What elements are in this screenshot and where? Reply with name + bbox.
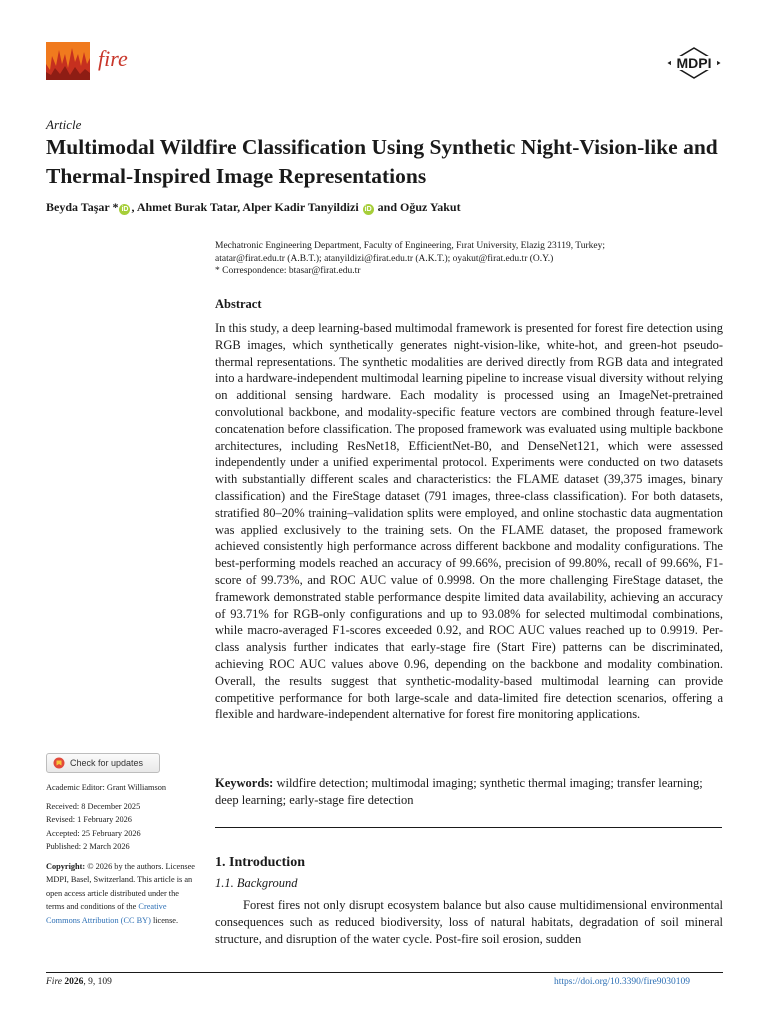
publication-dates [46, 800, 141, 854]
keywords-text: wildfire detection; multimodal imaging; synthetic thermal imaging; transfer learning; deep learning; early-stage fire detection [215, 776, 703, 807]
article-type: Article [46, 117, 82, 132]
footer-volume: , 9, 109 [83, 977, 112, 987]
academic-editor: Academic Editor: Grant Williamson [46, 783, 167, 792]
author-name[interactable]: Alper Kadir Tanyildizi [242, 200, 359, 214]
journal-name: fire [98, 46, 128, 71]
footer-divider [46, 972, 723, 973]
keywords-label: Keywords: [215, 776, 274, 790]
author-name[interactable]: Beyda Taşar [46, 200, 110, 214]
footer-citation [46, 977, 112, 987]
accepted-date: Accepted: 25 February 2026 [46, 828, 141, 838]
received-date: Received: 8 December 2025 [46, 802, 141, 811]
mdpi-logo-icon [666, 46, 722, 80]
license-link[interactable]: Creative Commons Attribution (CC BY) [46, 902, 167, 925]
copyright-notice [46, 860, 196, 927]
article-title: Multimodal Wildfire Classification Using Synthetic Night-Vision-like and Thermal-Inspired Image Representations [46, 135, 718, 188]
author-separator: and [374, 200, 401, 214]
author-separator: , [131, 200, 137, 214]
section-heading: 1. Introduction [215, 855, 305, 870]
corresponding-mark: * [109, 200, 119, 214]
copyright-text: © 2026 by the authors. Licensee MDPI, Basel, Switzerland. This article is an open access article distributed under the terms and conditions of the [46, 862, 195, 912]
author-separator: , [237, 200, 243, 214]
fire-journal-logo-icon [46, 42, 90, 80]
check-updates-icon [53, 757, 65, 769]
doi-link[interactable]: https://doi.org/10.3390/fire9030109 [554, 977, 690, 987]
affiliations [215, 240, 725, 278]
publisher-name: MDPI [676, 55, 712, 71]
published-date: Published: 2 March 2026 [46, 842, 130, 852]
affiliation-emails: atatar@firat.edu.tr (A.B.T.); atanyildizi@firat.edu.tr (A.K.T.); oyakut@firat.edu.tr (O.Y.) [215, 253, 554, 264]
copyright-label: Copyright: [46, 862, 86, 871]
check-updates-label: Check for updates [70, 758, 144, 768]
body-paragraph: Forest fires not only disrupt ecosystem balance but also cause multidimensional environmental consequences such as reduced biodiversity, loss of natural habitats, degradation of soil mineral structure, and disruption of the water cycle. Post-fire soil erosion, sudden [215, 898, 723, 946]
affiliation-line: Mechatronic Engineering Department, Faculty of Engineering, Fırat University, Elazig 23119, Turkey; [215, 241, 606, 251]
abstract-heading: Abstract [215, 297, 262, 311]
footer-journal: Fire [46, 977, 63, 987]
abstract-text: In this study, a deep learning-based multimodal framework is presented for forest fire detection using RGB images, which synthetically generates night-vision-like, white-hot, and green-hot pseudo-thermal representations. The synthetic modalities are derived directly from RGB data and integrated into a hardware-independent multimodal learning pipeline to increase visual diversity without relying on additional sensing hardware. Each modality is processed using an ImageNet-pretrained convolutional backbone, and modality-specific feature vectors are combined through feature-level concatenation before classification. The proposed framework was evaluated using multiple backbone architectures, including ResNet18, EfficientNet-B0, and DenseNet121, which were assessed independently under a unified experimental protocol. Experiments were conducted on two datasets with substantially different scales and characteristics: the FLAME dataset (39,375 images, binary classification) and the FireStage dataset (791 images, three-class classification). For both datasets, stratified 80–20% training–validation splits were employed, and online stochastic data augmentation was applied exclusively to the training sets. On the FLAME dataset, the proposed framework achieved consistently high performance across different backbone and modality configurations. The best-performing models reached an accuracy of 99.66%, precision of 99.80%, recall of 99.66%, F1-score of 99.73%, and ROC AUC value of 0.9998. On the more challenging FireStage dataset, the framework demonstrated stable performance despite limited data availability, achieving an accuracy of 93.71% for RGB-only configurations and up to 93.08% for selected multimodal combinations, while macro-averaged F1-scores exceeded 0.92, and ROC AUC values reached up to 0.9919. Per-class analysis further indicates that early-stage fire (Start Fire) patterns can be discriminated, achieving ROC AUC values above 0.96, depending on the backbone and modality combination. Overall, the results suggest that synthetic-modality-based multimodal learning can provide competitive performance for both large-scale and data-limited fire detection scenarios, offering a flexible and hardware-independent alternative for forest fire monitoring applications. [215, 321, 723, 722]
check-for-updates-button[interactable] [46, 753, 160, 773]
correspondence: * Correspondence: btasar@firat.edu.tr [215, 266, 361, 277]
orcid-icon[interactable]: iD [121, 206, 129, 213]
keywords [215, 775, 723, 809]
author-name[interactable]: Oğuz Yakut [400, 200, 461, 214]
author-name[interactable]: Ahmet Burak Tatar [136, 200, 238, 214]
footer-year: 2026 [62, 977, 84, 987]
section-divider [215, 827, 722, 828]
orcid-icon[interactable]: iD [364, 206, 372, 213]
license-suffix: license. [150, 915, 179, 925]
revised-date: Revised: 1 February 2026 [46, 815, 132, 825]
subsection-heading: 1.1. Background [215, 876, 298, 890]
author-list [46, 200, 461, 215]
